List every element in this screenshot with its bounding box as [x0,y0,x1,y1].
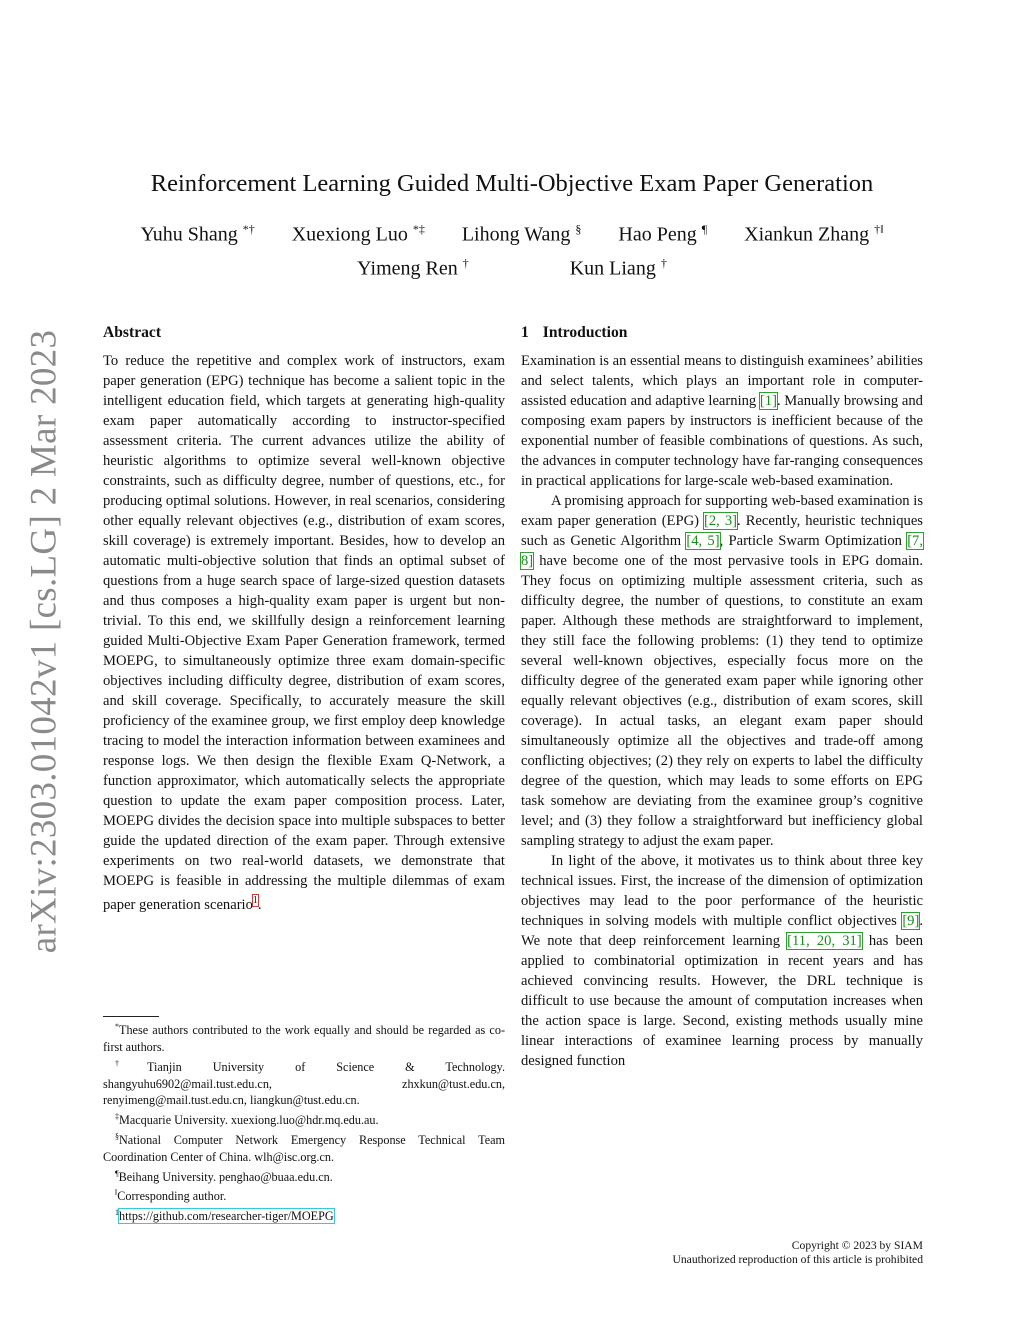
footnote [103,1056,505,1109]
footnote-text: National Computer Network Emergency Response Technical Team Coordination Center of China. wlh@isc.org.cn. [103,1133,505,1164]
text-run: . Recently, heuristic techniques such as Genetic Algorithm [521,513,923,549]
footnote-text: These authors contributed to the work equally and should be regarded as co-first authors. [103,1023,505,1054]
citation-link[interactable]: [7, 8] [521,533,923,569]
author-name: Kun Liang [569,257,656,280]
abstract-text: To reduce the repetitive and complex work of instructors, exam paper generation (EPG) technique has become a salient topic in the intelligent education field, which targets at generating high-quality exam paper automatically according to instructor-specified assessment criteria. The current advances utilize the ability of heuristic algorithms to optimize several well-known objective constraints, such as difficulty degree, number of questions, etc., for producing optimal solutions. However, in real scenarios, considering other equally relevant objectives (e.g., distribution of exam scores, skill coverage) is extremely important. Besides, how to develop an automatic multi-objective solution that finds an optimal subset of questions from a huge search space of large-sized question datasets and thus composes a high-quality exam paper is urgent but non-trivial. To this end, we skillfully design a reinforcement learning guided Multi-Objective Exam Paper Generation framework, termed MOEPG, to simultaneously optimize three exam domain-specific objectives including difficulty degree, distribution of exam scores, and skill coverage. Specifically, to accurately measure the skill proficiency of the examinee group, we first employ deep knowledge tracing to model the interaction information between examinees and response logs. We then design the flexible Exam Q-Network, a function approximator, which automatically selects the appropriate question to update the exam paper composition process. Later, MOEPG divides the decision space into multiple subspaces to better guide the updated direction of the exam paper. Through extensive experiments on two real-world datasets, we demonstrate that MOEPG is feasible in addressing the multiple dilemmas of exam paper generation scenario [103,353,505,913]
footnote-mark: ‖ [115,1188,118,1198]
author [357,256,469,281]
text-run: , Particle Swarm Optimization [719,533,908,549]
footnote-mark: ‡ [115,1112,119,1122]
author-affil-marks: † [462,256,469,270]
author-row-2 [0,256,1024,281]
footnote [103,1109,505,1129]
footnote-text: Beihang University. penghao@buaa.edu.cn. [118,1169,333,1184]
reproduction-notice: Unauthorized reproduction of this article is prohibited [672,1253,923,1266]
footnote-mark: 1 [115,1208,119,1218]
author-name: Yimeng Ren [357,257,458,280]
text-run: has been applied to combinatorial optimization in recent years and has achieved convincing results. However, the DRL technique is difficult to use because the amount of computation increases when the action space is large. Second, existing methods usually mine linear interactions of examinee learning process by manually designed function [521,933,923,1069]
footnote-ref-link[interactable]: 1 [252,895,258,906]
author [570,256,667,281]
footnote [103,1019,505,1056]
author-affil-marks: † [660,256,667,270]
author-name: Xiankun Zhang [744,223,870,246]
intro-paragraph [521,491,923,851]
text-run: . Manually browsing and composing exam papers by instructors is inefficient because of the exponential number of feasible combinations of questions. As such, the advances in computer technology have far-ranging consequences in practical applications for large-scale web-based examination. [521,393,923,489]
abstract-heading: Abstract [103,324,162,341]
footnote-mark: ¶ [115,1168,119,1178]
author [744,222,883,247]
author-name: Yuhu Shang [140,223,238,246]
author-name: Lihong Wang [461,223,571,246]
citation-link[interactable]: [2, 3] [704,513,738,529]
author [140,222,254,247]
text-run: Examination is an essential means to distinguish examinees’ abilities and select talents, which plays an important role in computer-assisted education and adaptive learning [521,353,923,409]
author-affil-marks: ¶ [701,222,708,236]
footnote-mark: * [115,1022,119,1031]
intro-paragraph [521,351,923,491]
author-affil-marks: § [575,222,582,236]
author [462,222,582,247]
text-run: . We note that deep reinforcement learning [521,913,923,949]
footnote-mark: † [115,1058,147,1068]
intro-paragraph [521,851,923,1071]
paper-title: Reinforcement Learning Guided Multi-Objective Exam Paper Generation [150,170,874,197]
citation-link[interactable]: [1] [759,393,777,409]
arxiv-stamp-text: arXiv:2303.01042v1 [cs.LG] 2 Mar 2023 [23,329,65,953]
author-affil-marks: *‡ [412,222,425,236]
footnote-mark: § [115,1131,119,1141]
author-name: Hao Peng [618,223,697,246]
author-row-1 [0,222,1024,247]
copyright-notice [673,1239,923,1267]
text-run: In light of the above, it motivates us to think about three key technical issues. First, the increase of the dimension of optimization objectives may lead to the poor performance of the heuristic techniques in solving models with multiple conflict objectives [521,853,923,929]
abstract-end: . [257,896,262,913]
author-affil-marks: †‖ [874,222,884,236]
copyright-line: Copyright © 2023 by SIAM [791,1239,923,1252]
author [292,222,425,247]
footnote-rule [103,1016,159,1017]
footnote-text: Tianjin University of Science & Technology. shangyuhu6902@mail.tust.edu.cn, zhxkun@tust.edu.cn, renyimeng@mail.tust.edu.cn, liangkun@tust.edu.cn. [103,1059,505,1108]
author-affil-marks: *† [242,222,255,236]
footnote [103,1205,505,1225]
footnote-text: Corresponding author. [117,1189,227,1204]
section-title: Introduction [542,324,628,341]
intro-heading [521,322,923,344]
abstract-body [103,351,505,915]
introduction-section [521,322,923,1071]
footnote [103,1166,505,1186]
text-run: have become one of the most pervasive tools in EPG domain. They focus on optimizing multiple assessment criteria, such as difficulty degree, the number of questions, to constitute an exam paper. Although these methods are straightforward to implement, they still face the following problems: (1) they tend to optimize several well-known objectives, especially focus more on the difficulty degree of the generated exam paper while ignoring other equally relevant objectives (e.g., distribution of exam scores, skill coverage). In actual tasks, an elegant exam paper should simultaneously optimize all the objectives and trade-off among conflicting objectives; (2) they rely on experts to label the difficulty degree of the question, which may leads to some efforts on EPG task somehow are deviating from the examinee group’s cognitive level; and (3) they follow a straightforward but inefficiency global sampling strategy to adjust the exam paper. [521,553,923,849]
section-number: 1 [521,324,529,341]
arxiv-stamp [16,329,72,953]
author [618,222,707,247]
footnote [103,1185,505,1205]
github-link[interactable]: https://github.com/researcher-tiger/MOEPG [119,1209,334,1224]
footnotes [103,1016,505,1225]
footnote-text: Macquarie University. xuexiong.luo@hdr.mq.edu.au. [119,1113,379,1128]
footnote [103,1129,505,1166]
citation-link[interactable]: [4, 5] [686,533,720,549]
author-name: Xuexiong Luo [291,223,408,246]
citation-link[interactable]: [11, 20, 31] [787,933,862,949]
citation-link[interactable]: [9] [902,913,920,929]
abstract-section [103,322,505,915]
text-run: A promising approach for supporting web-based examination is exam paper generation (EPG) [521,493,923,529]
